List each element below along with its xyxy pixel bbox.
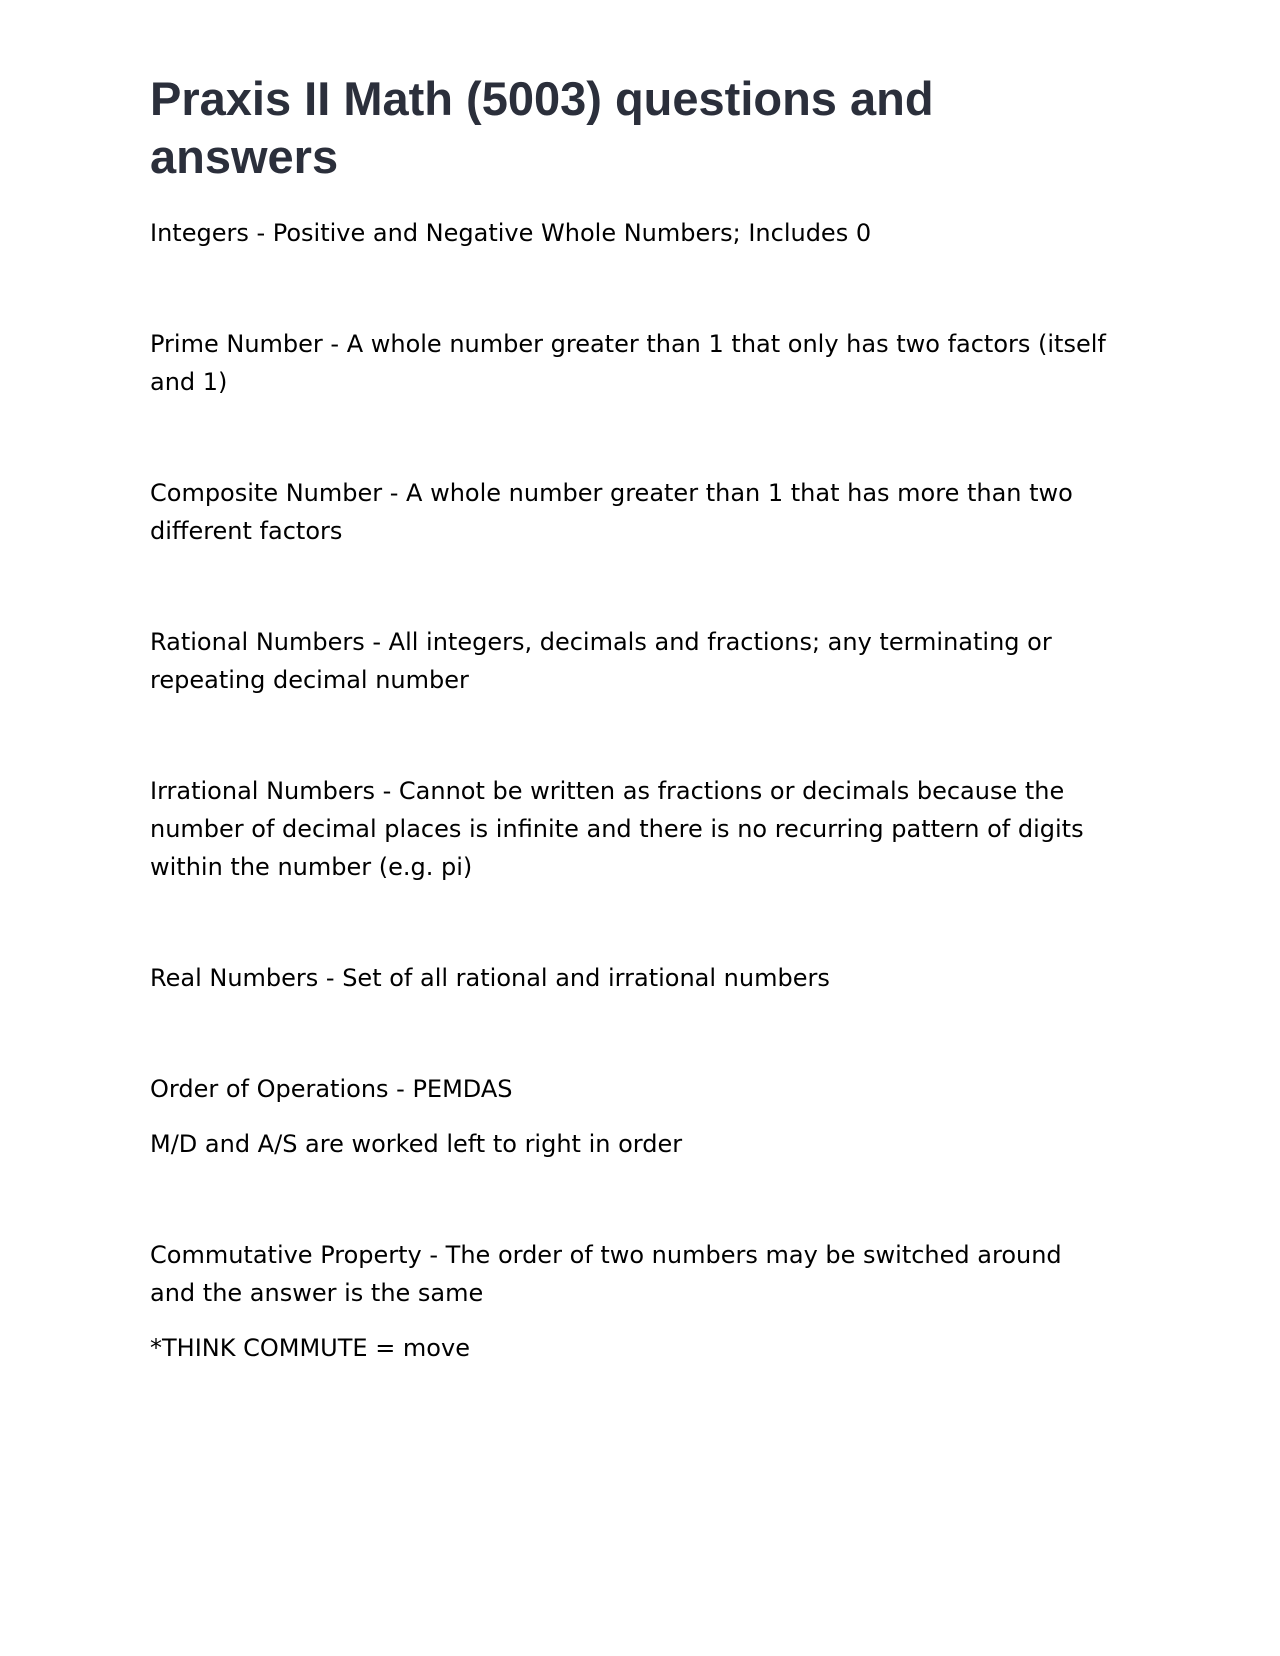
entry-composite-number: Composite Number - A whole number greater than 1 that has more than two different factors [150, 479, 1073, 545]
entry-integers: Integers - Positive and Negative Whole Numbers; Includes 0 [150, 219, 872, 247]
entry-order-of-operations-note: M/D and A/S are worked left to right in order [150, 1130, 683, 1158]
page-title: Praxis II Math (5003) questions and answers [150, 72, 934, 183]
entry-irrational-numbers: Irrational Numbers - Cannot be written as fractions or decimals because the number of decimal places is infinite and there is no recurring pattern of digits within the number (e.g. pi) [150, 777, 1084, 881]
entry-real-numbers: Real Numbers - Set of all rational and irrational numbers [150, 964, 830, 992]
entry-commutative-property: Commutative Property - The order of two numbers may be switched around and the answer is the same [150, 1241, 1062, 1307]
entry-order-of-operations: Order of Operations - PEMDAS [150, 1075, 513, 1103]
document-page [150, 70, 1110, 1367]
entry-rational-numbers: Rational Numbers - All integers, decimals and fractions; any terminating or repeating decimal number [150, 628, 1052, 694]
entry-prime-number: Prime Number - A whole number greater than 1 that only has two factors (itself and 1) [150, 330, 1106, 396]
entry-commutative-note: *THINK COMMUTE = move [150, 1334, 470, 1362]
